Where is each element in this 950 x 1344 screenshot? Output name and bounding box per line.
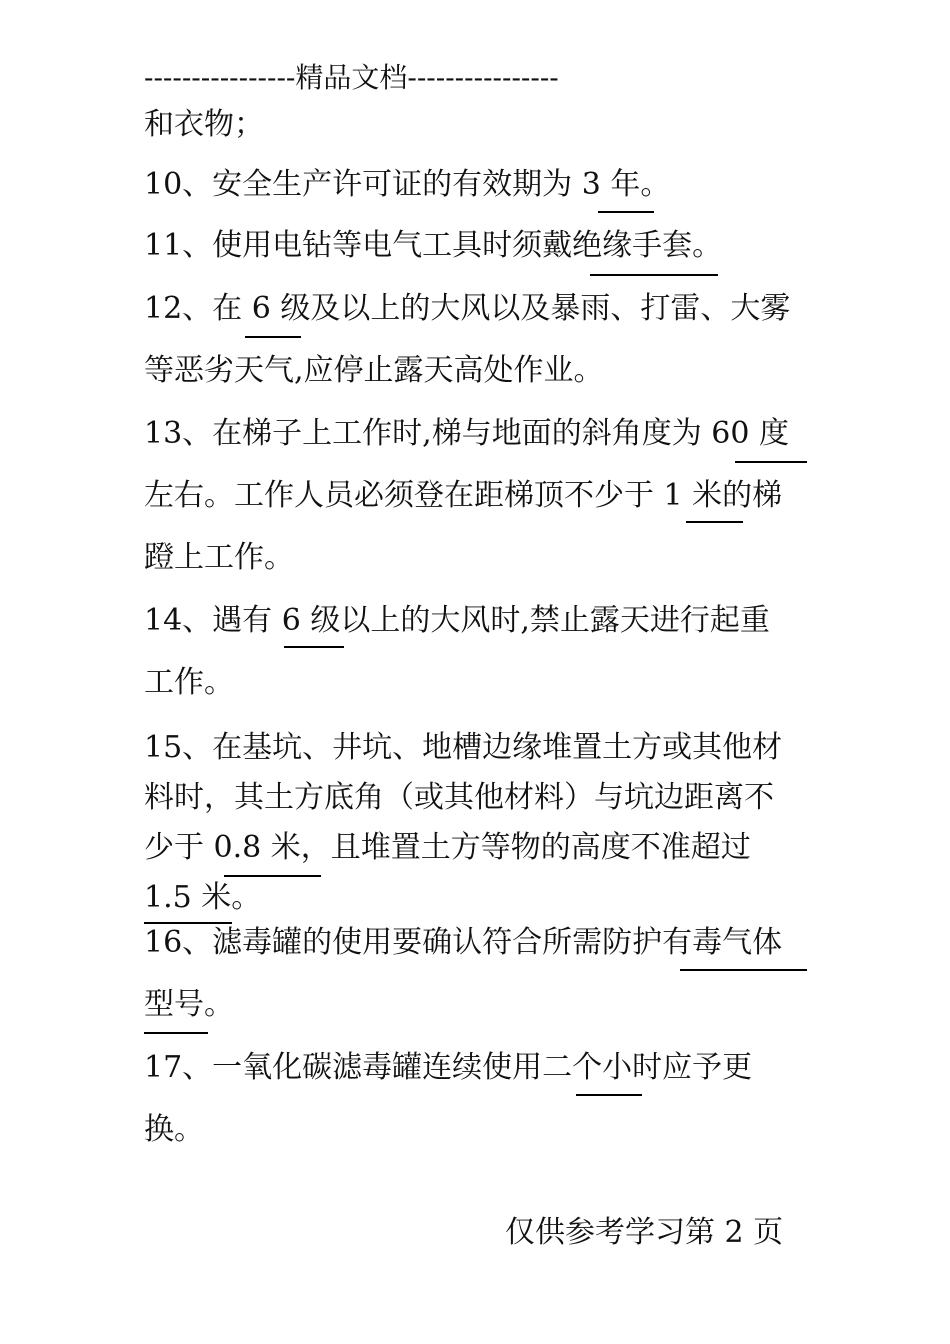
text-line: 左右。工作人员必须登在距梯顶不少于 1 米的梯 — [144, 478, 783, 513]
text-line: 换。 — [144, 1112, 204, 1147]
answer-underline — [598, 211, 654, 213]
answer-underline — [284, 646, 344, 648]
page-header: ----------------精品文档---------------- — [144, 61, 559, 94]
answer-underline — [680, 969, 807, 971]
text-line: 1.5 米。 — [144, 880, 262, 915]
text-line: 型号。 — [144, 987, 234, 1022]
text-line: 14、遇有 6 级以上的大风时,禁止露天进行起重 — [144, 603, 770, 638]
text-line: 17、一氧化碳滤毒罐连续使用二个小时应予更 — [144, 1050, 753, 1085]
text-line: 11、使用电钻等电气工具时须戴绝缘手套。 — [144, 228, 723, 263]
page-footer: 仅供参考学习第 2 页 — [505, 1215, 784, 1250]
text-line: 16、滤毒罐的使用要确认符合所需防护有毒气体 — [144, 925, 783, 960]
text-line: 工作。 — [144, 665, 234, 700]
answer-underline — [735, 461, 807, 463]
text-line: 15、在基坑、井坑、地槽边缘堆置土方或其他材 — [144, 730, 783, 765]
text-line: 12、在 6 级及以上的大风以及暴雨、打雷、大雾 — [144, 291, 791, 326]
text-line: 料时，其土方底角（或其他材料）与坑边距离不 — [144, 780, 774, 815]
text-line: 蹬上工作。 — [144, 540, 294, 575]
text-line: 少于 0.8 米，且堆置土方等物的高度不准超过 — [144, 830, 751, 865]
answer-underline — [245, 336, 301, 338]
answer-underline — [224, 875, 321, 877]
text-line: 和衣物； — [144, 107, 264, 142]
answer-underline — [686, 521, 743, 523]
text-line: 等恶劣天气,应停止露天高处作业。 — [144, 353, 604, 388]
text-line: 13、在梯子上工作时,梯与地面的斜角度为 60 度 — [144, 416, 789, 451]
text-line: 10、安全生产许可证的有效期为 3 年。 — [144, 167, 671, 202]
answer-underline — [144, 922, 232, 924]
answer-underline — [576, 1094, 642, 1096]
answer-underline — [144, 1032, 208, 1034]
answer-underline — [590, 274, 718, 276]
